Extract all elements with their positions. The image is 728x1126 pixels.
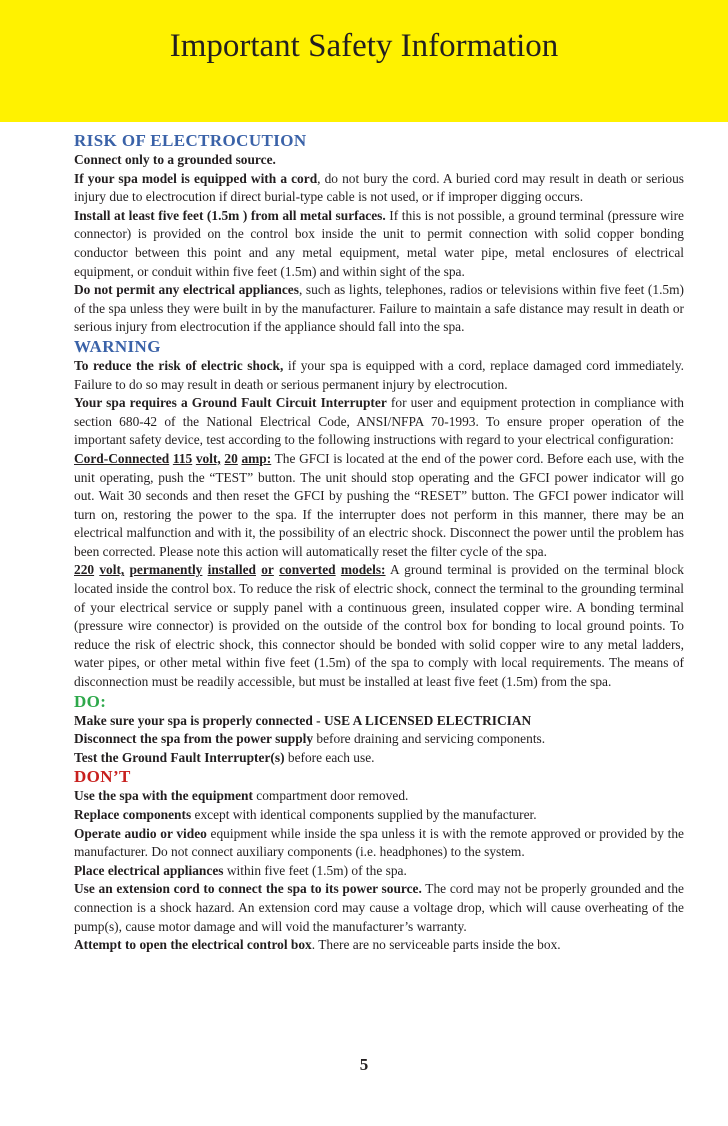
warning-p3-text: The GFCI is located at the end of the power cord. Before each use, with the unit operating, push the “TEST” button. The unit should stop operating and the GFCI power indicator will go out. Wait 30 seconds and then reset the GFCI by pushing the “RESET” button. The GFCI power indicator will turn on, restoring the power to the spa. If the interrupter does not perform in this manner, there may be an electrical malfunction and with it, the possibility of an electric shock. Disconnect the power until the problem has been corrected. Please note this action will automatically reset the filter cycle of the spa.	[74, 450, 684, 559]
dont-p5-text: The cord may not be properly grounded and the connection is a shock hazard. An extension cord may cause a voltage drop, which will cause overheating of the pump(s), cause motor damage and will void the manufacturer’s warranty.	[74, 881, 684, 934]
volt-label: volt,	[195, 450, 221, 466]
warning-heading: WARNING	[74, 336, 161, 356]
models-label: models:	[340, 562, 386, 578]
dont-p4-bold: Place electrical appliances	[74, 862, 224, 878]
warning-p2-bold: Your spa requires a Ground Fault Circuit Interrupter	[74, 395, 387, 411]
risk-p4-text: , such as lights, telephones, radios or televisions within five feet (1.5m) of the spa unless they were built in by the manufacturer. Failure to maintain a safe distance may result in death or serious injury from electrocution if the appliance should fall into the spa.	[74, 282, 684, 335]
risk-paragraph	[74, 170, 684, 207]
warning-paragraph	[74, 450, 684, 562]
dont-p6-text: . There are no serviceable parts inside the box.	[311, 937, 561, 953]
risk-p2-bold: If your spa model is equipped with a cord	[74, 170, 318, 186]
warning-p1-bold: To reduce the risk of electric shock,	[74, 357, 284, 373]
do-item	[74, 712, 684, 731]
warning-paragraph	[74, 561, 684, 691]
page-title: Important Safety Information	[169, 28, 559, 64]
dont-p1-bold: Use the spa with the equipment	[74, 788, 253, 804]
permanently-label: permanently	[129, 562, 203, 578]
warning-p1-text: if your spa is equipped with a cord, replace damaged cord immediately. Failure to do so may result in death or serious permanent injury by electrocution.	[74, 357, 684, 392]
converted-label: converted	[279, 562, 336, 578]
page-header	[0, 0, 728, 122]
risk-p3-text: If this is not possible, a ground terminal (pressure wire connector) is provided on the control box inside the unit to permit connection with solid copper bonding conductor between this point and any metal equipment, metal water pipe, metal enclosures of electrical equipment, or conduit within five feet (1.5m) and within sight of the spa.	[74, 207, 684, 279]
voltage-115: 115	[172, 450, 193, 466]
voltage-220: 220	[74, 562, 95, 578]
dont-p5-bold: Use an extension cord to connect the spa to its power source.	[74, 881, 422, 897]
do-p3-text: before each use.	[284, 749, 375, 765]
warning-p2-text: for user and equipment protection in compliance with section 680-42 of the National Electrical Code, ANSI/NFPA 70-1993. To ensure proper operation of the important safety device, test according to the following instructions with regard to your electrical configuration:	[74, 395, 684, 448]
do-p2-bold: Disconnect the spa from the power supply	[74, 731, 314, 747]
amperage-20: 20	[224, 450, 238, 466]
risk-paragraph	[74, 207, 684, 281]
warning-p4-text: A ground terminal is provided on the terminal block located inside the control box. To reduce the risk of electric shock, connect the terminal to the grounding terminal of your electrical service or supply panel with a continuous green, insulated copper wire. A bonding terminal (pressure wire connector) is provided on the outside of the control box for bonding to local ground points. To reduce the risk of electric shock, this connector should be bonded with solid copper wire to any metal ladders, water pipes, or other metal within five feet (1.5m) of the spa to comply with local requirements. The means of disconnection must be readily accessible, but must be installed at least five feet (1.5m) from the spa.	[74, 562, 684, 690]
dont-p4-text: within five feet (1.5m) of the spa.	[223, 862, 407, 878]
do-item	[74, 749, 684, 768]
warning-paragraph	[74, 394, 684, 450]
dont-item	[74, 806, 684, 825]
dont-item	[74, 862, 684, 881]
do-p2-text: before draining and servicing components.	[313, 731, 546, 747]
do-p1-bold: Make sure your spa is properly connected - USE A LICENSED ELECTRICIAN	[74, 712, 532, 728]
risk-p1-bold: Connect only to a grounded source.	[74, 152, 276, 167]
safety-content	[74, 131, 684, 955]
dont-p3-bold: Operate audio or video	[74, 825, 207, 841]
do-heading: DO:	[74, 691, 107, 711]
dont-p3-text: equipment while inside the spa unless it is with the remote approved or provided by the manufacturer. Do not connect auxiliary components (i.e. headphones) to the system.	[74, 825, 684, 860]
dont-p2-bold: Replace components	[74, 807, 192, 822]
dont-p2-text: except with identical components supplied by the manufacturer.	[191, 807, 537, 822]
risk-paragraph	[74, 151, 684, 170]
risk-p2-text: , do not bury the cord. A buried cord may result in death or serious injury due to electrocution if direct burial-type cable is not used, or if improper digging occurs.	[74, 170, 684, 205]
dont-item	[74, 825, 684, 862]
dont-item	[74, 787, 684, 806]
dont-p1-text: compartment door removed.	[252, 788, 409, 804]
do-p3-bold: Test the Ground Fault Interrupter(s)	[74, 749, 285, 765]
volt-label: volt,	[99, 562, 125, 578]
dont-p6-bold: Attempt to open the electrical control box	[74, 937, 312, 953]
risk-p3-bold: Install at least five feet (1.5m ) from all metal surfaces.	[74, 207, 386, 223]
risk-p4-bold: Do not permit any electrical appliances	[74, 282, 299, 298]
page-number: 5	[359, 1055, 369, 1074]
dont-item	[74, 936, 684, 955]
or-label: or	[261, 562, 274, 578]
risk-paragraph	[74, 281, 684, 337]
warning-paragraph	[74, 357, 684, 394]
dont-item	[74, 880, 684, 936]
do-item	[74, 730, 684, 749]
dont-heading: DON’T	[74, 767, 131, 787]
installed-label: installed	[207, 562, 256, 578]
cord-connected-label: Cord-Connected	[74, 450, 170, 466]
risk-heading: RISK OF ELECTROCUTION	[74, 131, 307, 150]
amp-label: amp:	[241, 450, 272, 466]
